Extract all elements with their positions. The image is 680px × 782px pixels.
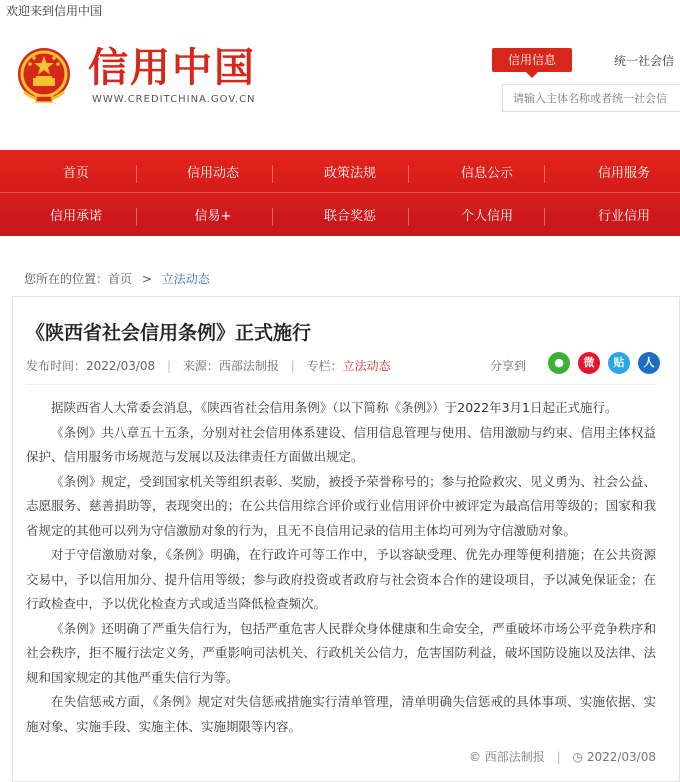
main-nav: [0, 150, 680, 236]
nav-separator: [408, 165, 409, 183]
weibo-icon[interactable]: 微: [578, 352, 600, 374]
clock-icon: ◷: [572, 750, 583, 764]
nav-info-disclosure[interactable]: 信息公示: [460, 166, 513, 181]
nav-separator: [136, 165, 137, 183]
breadcrumb-home[interactable]: 首页: [108, 272, 133, 286]
breadcrumb: [24, 270, 210, 287]
nav-separator: [272, 208, 273, 226]
source-label: 来源：: [182, 359, 219, 373]
article-paragraph: 在失信惩戒方面，《条例》规定对失信惩戒措施实行清单管理，清单明确失信惩戒的具体事项、实施依据、实施对象、实施手段、实施主体、实施期限等内容。: [26, 694, 656, 734]
nav-separator: [272, 165, 273, 183]
wechat-icon[interactable]: ●: [548, 352, 570, 374]
nav-divider: [0, 192, 680, 193]
renren-icon[interactable]: 人: [638, 352, 660, 374]
nav-xinyi-plus[interactable]: 信易+: [194, 209, 232, 224]
column-label: 专栏：: [306, 359, 343, 373]
article-paragraph: 《条例》规定，受到国家机关等组织表彰、奖励，被授予荣誉称号的；参与抢险救灾、见义勇为、社会公益、志愿服务、慈善捐助等，表现突出的；在公共信用综合评价或行业信用评价中被评定为最高信用等级的；国家和我省规定的其他可以列为守信激励对象的行为，且无不良信用记录的信用主体均可列为守信激励对象。: [26, 473, 656, 538]
article-footer: © 西部法制报 | ◷ 2022/03/08: [468, 750, 656, 764]
breadcrumb-separator: >: [141, 272, 152, 286]
footer-source: 西部法制报: [484, 750, 545, 764]
national-emblem-icon: [14, 46, 74, 108]
breadcrumb-current[interactable]: 立法动态: [161, 272, 210, 286]
breadcrumb-prefix: 您所在的位置：: [24, 272, 109, 286]
article-title: 《陕西省社会信用条例》正式施行: [26, 322, 312, 344]
publish-date: 2022/03/08: [86, 359, 156, 373]
nav-separator: [544, 208, 545, 226]
nav-separator: [408, 208, 409, 226]
tab-credit-info[interactable]: 信用信息: [492, 48, 572, 72]
welcome-text: 欢迎来到信用中国: [6, 4, 103, 18]
copyright-icon: ©: [468, 750, 481, 764]
nav-personal-credit[interactable]: 个人信用: [460, 209, 513, 224]
source-value: 西部法制报: [218, 359, 279, 373]
publish-label: 发布时间：: [26, 359, 87, 373]
nav-separator: [544, 165, 545, 183]
divider: [26, 384, 656, 385]
article-paragraph: 《条例》还明确了严重失信行为，包括严重危害人民群众身体健康和生命安全，严重破坏市场公平竞争秩序和社会秩序，拒不履行法定义务，严重影响司法机关、行政机关公信力，危害国防利益，破坏国防设施以及法律、法规和国家规定的其他严重失信行为等。: [26, 620, 656, 685]
nav-industry-credit[interactable]: 行业信用: [597, 209, 650, 224]
article-paragraph: 据陕西省人大常委会消息，《陕西省社会信用条例》（以下简称《条例》）于2022年3月1日起正式施行。: [51, 400, 618, 415]
article-paragraph: 对于守信激励对象，《条例》明确，在行政许可等工作中，予以容缺受理、优先办理等便利措施；在公共资源交易中，予以信用加分、提升信用等级；参与政府投资或者政府与社会资本合作的建设项目，予以减免保证金；在行政检查中，予以优化检查方式或适当降低检查频次。: [26, 547, 656, 611]
search-input[interactable]: [502, 84, 680, 112]
footer-date: 2022/03/08: [586, 750, 656, 764]
nav-policy-regulations[interactable]: 政策法规: [323, 166, 376, 181]
share-label: 分享到: [490, 359, 527, 373]
article-paragraph: 《条例》共八章五十五条，分别对社会信用体系建设、信用信息管理与使用、信用激励与约束、信用主体权益保护、信用服务市场规范与发展以及法律责任方面做出规定。: [26, 424, 656, 464]
site-url: WWW.CREDITCHINA.GOV.CN: [92, 94, 256, 105]
nav-home[interactable]: 首页: [62, 166, 89, 181]
tab-unified-social-credit[interactable]: 统一社会信: [614, 54, 675, 68]
article-body: [26, 396, 656, 739]
column-link[interactable]: 立法动态: [342, 359, 391, 373]
nav-credit-services[interactable]: 信用服务: [597, 166, 650, 181]
tieba-icon[interactable]: 贴: [608, 352, 630, 374]
nav-joint-rewards-punishments[interactable]: 联合奖惩: [323, 209, 376, 224]
nav-credit-commitment[interactable]: 信用承诺: [49, 209, 102, 224]
nav-separator: [136, 208, 137, 226]
nav-credit-news[interactable]: 信用动态: [186, 166, 239, 181]
site-name-logo[interactable]: 信用中国: [88, 45, 256, 91]
article-meta: 发布时间：2022/03/08 | 来源：西部法制报 | 专栏：立法动态: [26, 359, 391, 373]
